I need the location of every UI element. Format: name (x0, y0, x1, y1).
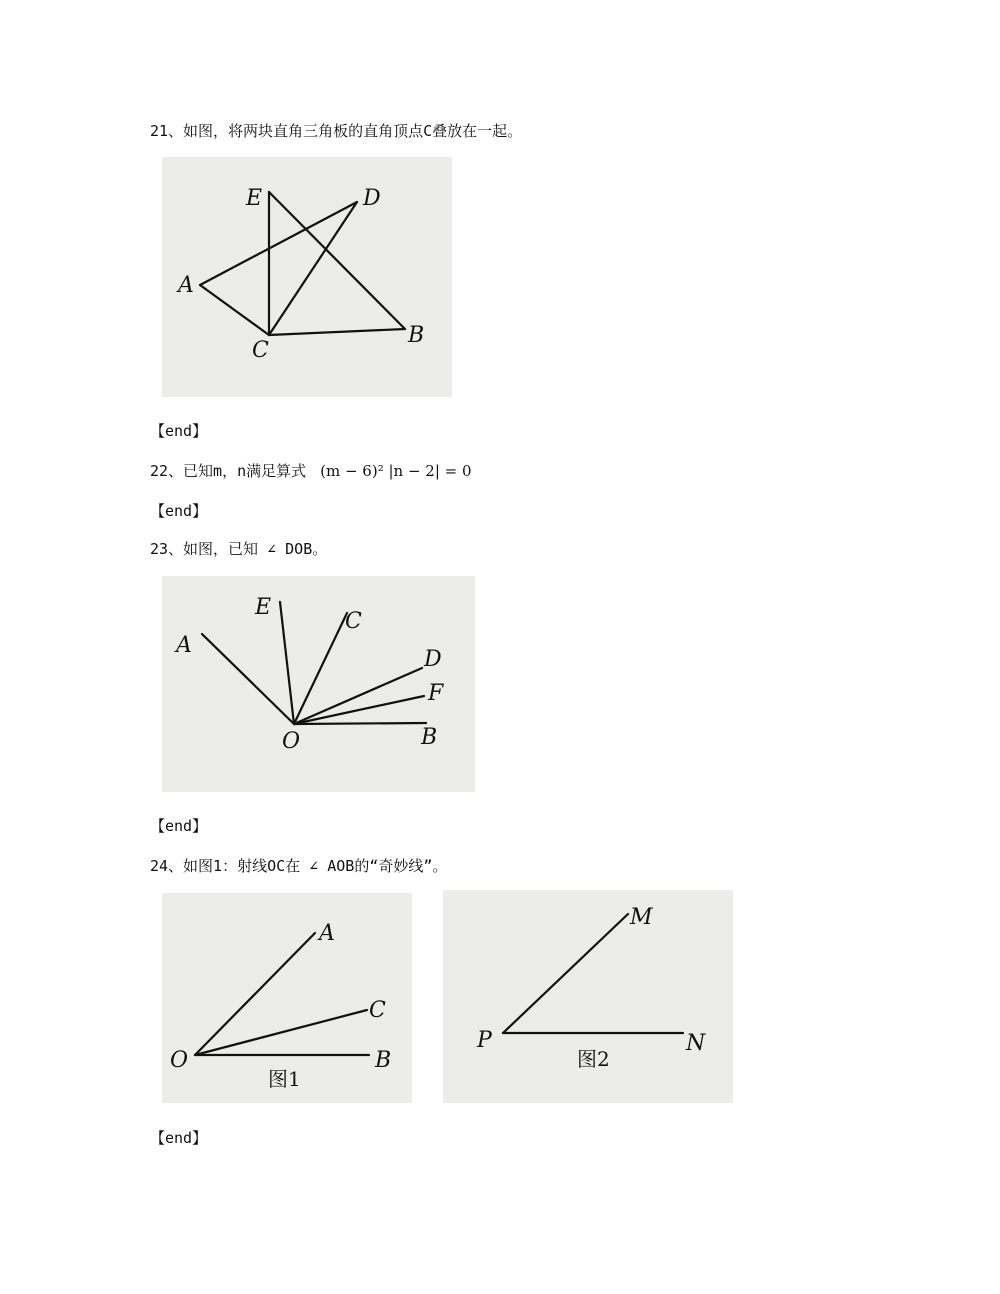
label-a: A (176, 633, 192, 658)
ray-of (294, 696, 424, 724)
label-f: F (428, 681, 444, 706)
segment-ad (200, 202, 357, 285)
ray-ob (294, 723, 426, 724)
label-c: C (252, 338, 269, 363)
label-d: D (424, 647, 442, 672)
label-b: B (421, 725, 438, 750)
label-e: E (246, 186, 263, 211)
q21-figure (162, 157, 452, 397)
label-o: O (170, 1048, 189, 1073)
q22-text: 22、已知m，n满足算式 (150, 462, 307, 480)
q22-line (150, 460, 472, 481)
q23-figure (162, 576, 475, 792)
label-p: P (477, 1028, 492, 1053)
caption-fig1: 图1 (268, 1067, 301, 1091)
segment-cb (269, 329, 405, 335)
q23-text: 23、如图，已知 ∠ DOB。 (150, 540, 328, 558)
label-b: B (375, 1048, 392, 1073)
q24-figure-1 (162, 893, 412, 1103)
ray-oe (280, 602, 294, 724)
label-c: C (369, 998, 386, 1023)
q21-text: 21、如图，将两块直角三角板的直角顶点C叠放在一起。 (150, 122, 523, 140)
ray-oa (202, 634, 294, 724)
label-e: E (255, 595, 272, 620)
segment-ac (200, 285, 269, 335)
label-b: B (408, 323, 425, 348)
label-o: O (282, 729, 301, 754)
q23-end: 【end】 (150, 817, 208, 835)
caption-fig2: 图2 (577, 1047, 610, 1071)
label-m: M (630, 905, 653, 930)
label-a: A (319, 921, 335, 946)
q24-end: 【end】 (150, 1129, 208, 1147)
q24-figure-2 (443, 890, 733, 1103)
ray-oc (195, 1010, 367, 1055)
ray-oc (294, 613, 347, 724)
ray-pm (503, 914, 628, 1033)
ray-od (294, 668, 422, 724)
q21-end: 【end】 (150, 422, 208, 440)
q22-formula: (m − 6)² |n − 2| = 0 (320, 462, 472, 480)
label-a: A (178, 273, 194, 298)
label-c: C (345, 609, 362, 634)
label-d: D (363, 186, 381, 211)
ray-oa (195, 933, 315, 1055)
q22-end: 【end】 (150, 502, 208, 520)
q24-text: 24、如图1：射线OC在 ∠ AOB的“奇妙线”。 (150, 857, 448, 875)
label-n: N (686, 1031, 706, 1056)
